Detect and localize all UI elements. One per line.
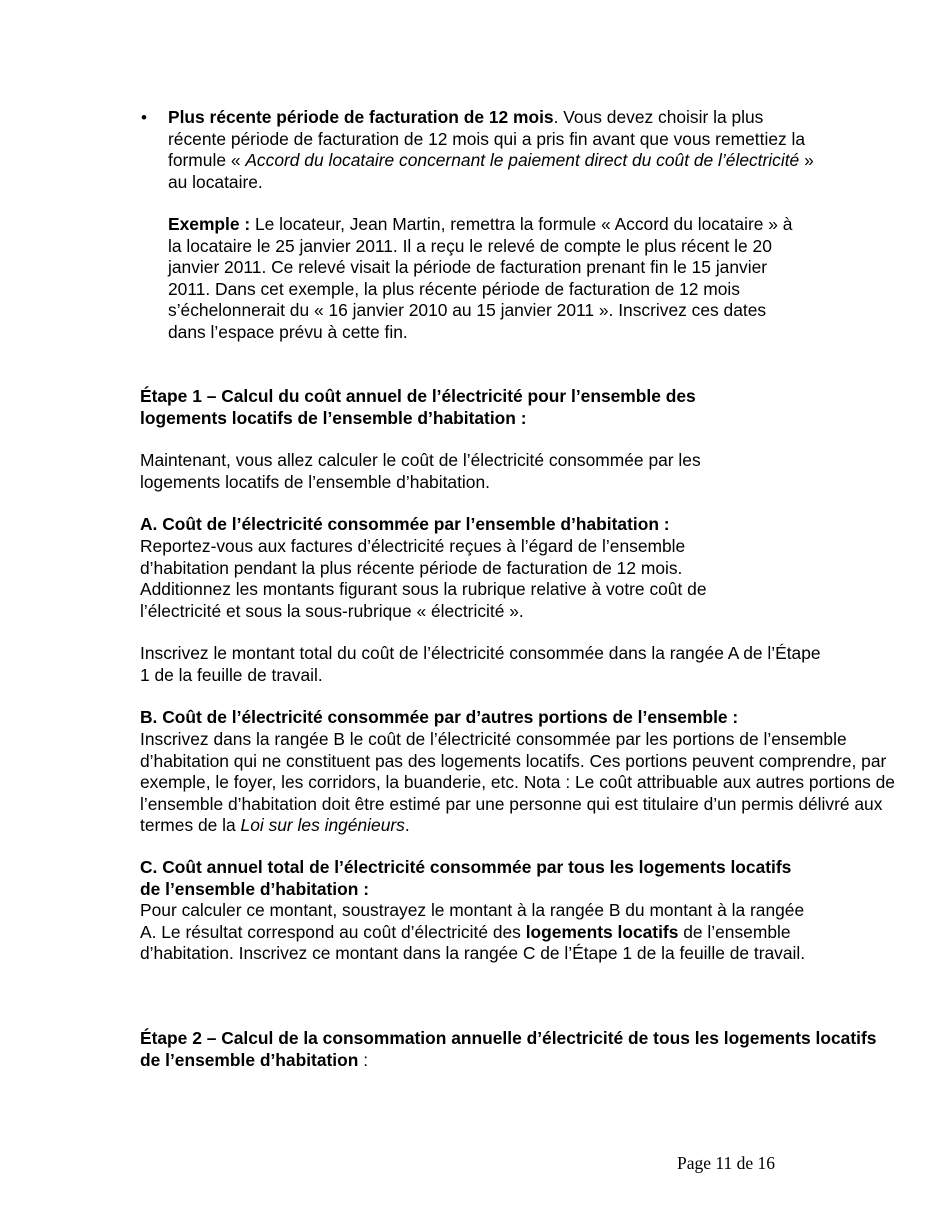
example-paragraph: Exemple : Le locateur, Jean Martin, remettra la formule « Accord du locataire » à la locataire le 25 janvier 2011. Il a reçu le relevé de compte le plus récent le 20 janvier 2011. Ce relevé visait la période de facturation prenant fin le 15 janvier 2011. Dans cet exemple, la plus récente période de facturation de 12 mois s’échelonnerait du « 16 janvier 2010 au 15 janvier 2011 ». Inscrivez ces dates dans l’espace prévu à cette fin. (168, 214, 793, 342)
rental-units-bold: logements locatifs (525, 921, 679, 942)
step1-heading: Étape 1 – Calcul du coût annuel de l’électricité pour l’ensemble des logements locatifs de l’ensemble d’habitation : (140, 386, 696, 428)
step1-intro: Maintenant, vous allez calculer le coût de l’électricité consommée par les logements locatifs de l’ensemble d’habitation. (140, 450, 701, 492)
section-b-heading: B. Coût de l’électricité consommée par d’autres portions de l’ensemble : (140, 707, 739, 727)
bullet-heading: Plus récente période de facturation de 12 mois (168, 107, 554, 127)
section-a-heading: A. Coût de l’électricité consommée par l’ensemble d’habitation : (140, 514, 670, 534)
bullet-paragraph: Plus récente période de facturation de 12 mois. Vous devez choisir la plus récente période de facturation de 12 mois qui a pris fin avant que vous remettiez la formule « Accord du locataire concernant le paiement direct du coût de l’électricité » au locataire. (168, 107, 814, 192)
example-label: Exemple : (168, 214, 251, 234)
page-number: Page 11 de 16 (677, 1153, 776, 1173)
law-name: Loi sur les ingénieurs (240, 815, 405, 835)
section-a-text: Reportez-vous aux factures d’électricité reçues à l’égard de l’ensemble d’habitation pendant la plus récente période de facturation de 12 mois. Additionnez les montants figurant sous la rubrique relative à votre coût de l’électricité et sous la sous-rubrique « électricité ». (140, 536, 707, 621)
section-c-text: Pour calculer ce montant, soustrayez le montant à la rangée B du montant à la rangée A. Le résultat correspond au coût d’électricité des logements locatifs de l’ensemble d’habitation. Inscrivez ce montant dans la rangée C de l’Étape 1 de la feuille de travail. (140, 900, 806, 963)
section-b-text: Inscrivez dans la rangée B le coût de l’électricité consommée par les portions de l’ensemble d’habitation qui ne constituent pas des logements locatifs. Ces portions peuvent comprendre, par exemple, le foyer, les corridors, la buanderie, etc. Nota : Le coût attribuable aux autres portions de l’ensemble d’habitation doit être estimé par une personne qui est titulaire d’un permis délivré aux termes de la Loi sur les ingénieurs. (140, 729, 895, 835)
section-a-instruction: Inscrivez le montant total du coût de l’électricité consommée dans la rangée A de l’Étape 1 de la feuille de travail. (140, 643, 821, 685)
section-c-heading: C. Coût annuel total de l’électricité consommée par tous les logements locatifs de l’ensemble d’habitation : (140, 857, 792, 899)
step2-heading: Étape 2 – Calcul de la consommation annuelle d’électricité de tous les logements locatifs de l’ensemble d’habitation : (140, 1028, 877, 1070)
form-name: Accord du locataire concernant le paiement direct du coût de l’électricité (245, 150, 800, 170)
bullet-icon: • (141, 108, 147, 127)
